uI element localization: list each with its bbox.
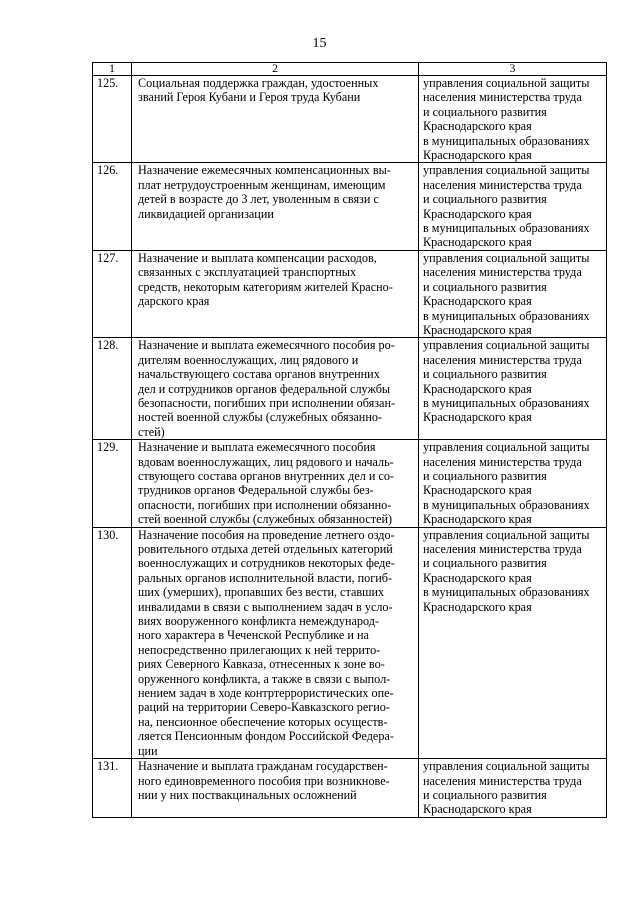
responsible-org-line: управления социальной защиты — [423, 76, 590, 90]
service-name-line: Назначение и выплата компенсации расходов, — [138, 250, 377, 265]
responsible-org-line: управления социальной защиты — [423, 338, 590, 353]
service-name-line: Социальная поддержка граждан, удостоенных — [138, 76, 379, 90]
row-number: 126. — [93, 163, 132, 250]
responsible-org-line: и социального развития — [423, 367, 547, 382]
service-name-line: ших (умерших), пропавших без вести, ставших — [138, 585, 385, 600]
service-name-line: стей) — [138, 424, 165, 439]
service-name-cell — [132, 440, 419, 527]
service-name-line: детей в возрасте до 3 лет, уволенным в связи с — [138, 192, 379, 207]
responsible-org-line: Краснодарского края — [423, 206, 532, 221]
service-name-line: связанных с эксплуатацией транспортных — [138, 265, 357, 280]
responsible-org-line: населения министерства труда — [423, 90, 582, 105]
table-row — [93, 759, 607, 818]
table-row — [93, 440, 607, 527]
responsible-org-line: в муниципальных образованиях — [423, 221, 590, 236]
responsible-org-line: управления социальной защиты — [423, 759, 590, 774]
row-number: 128. — [93, 338, 132, 440]
responsible-org-line: и социального развития — [423, 104, 547, 119]
responsible-org-cell — [419, 759, 607, 818]
responsible-org-line: Краснодарского края — [423, 119, 532, 134]
responsible-org-line: и социального развития — [423, 468, 547, 483]
responsible-org-line: в муниципальных образованиях — [423, 133, 590, 148]
responsible-org-line: населения министерства труда — [423, 773, 582, 788]
service-name-line: дарского края — [138, 294, 210, 309]
service-name-line: ровительного отдыха детей отдельных категорий — [138, 542, 393, 556]
service-name-line: опасности, погибших при исполнении обязанно- — [138, 497, 392, 512]
service-name-line: безопасности, погибших при исполнении обязан- — [138, 395, 396, 410]
responsible-org-line: Краснодарского края — [423, 381, 532, 396]
responsible-org-line: в муниципальных образованиях — [423, 497, 590, 512]
service-name-line: инвалидами в связи с выполнением задач в усло- — [138, 599, 393, 614]
responsible-org-line: и социального развития — [423, 787, 547, 802]
service-name-line: дителям военнослужащих, лиц рядового и — [138, 352, 359, 367]
responsible-org-line: Краснодарского края — [423, 483, 532, 498]
table-row — [93, 250, 607, 337]
service-name-line: ральных органов исполнительной власти, погиб- — [138, 570, 393, 585]
service-name-line: оруженного конфликта, а также в связи с выпол- — [138, 671, 391, 686]
service-name-line: стей военной службы (служебных обязанностей) — [138, 512, 393, 527]
service-name-line: Назначение и выплата гражданам государствен- — [138, 759, 388, 774]
service-name-line: ции — [138, 743, 158, 758]
responsible-org-line: населения министерства труда — [423, 352, 582, 367]
service-name-line: средств, некоторым категориям жителей Красно- — [138, 279, 393, 294]
service-name-line: начальствующего состава органов внутренних — [138, 367, 380, 382]
responsible-org-cell — [419, 338, 607, 440]
service-name-line: военнослужащих и сотрудников некоторых феде- — [138, 556, 395, 571]
responsible-org-line: и социального развития — [423, 279, 547, 294]
service-name-line: ляется Пенсионным фондом Российской Федера- — [138, 729, 394, 744]
row-number: 129. — [93, 440, 132, 527]
responsible-org-line: в муниципальных образованиях — [423, 395, 590, 410]
responsible-org-line: Краснодарского края — [423, 512, 532, 527]
service-name-cell — [132, 759, 419, 818]
service-name-line: Назначение и выплата ежемесячного пособия — [138, 440, 376, 455]
responsible-org-cell — [419, 163, 607, 250]
responsible-org-line: и социального развития — [423, 556, 547, 571]
service-name-line: ного характера в Чеченской Республике и на — [138, 628, 369, 643]
service-name-cell — [132, 250, 419, 337]
responsible-org-cell — [419, 76, 607, 163]
responsible-org-line: Краснодарского края — [423, 599, 532, 614]
responsible-org-line: Краснодарского края — [423, 802, 532, 817]
table-row — [93, 527, 607, 759]
column-header-2: 2 — [132, 63, 419, 76]
responsible-org-line: населения министерства труда — [423, 177, 582, 192]
responsible-org-line: управления социальной защиты — [423, 440, 590, 455]
column-header-3: 3 — [419, 63, 607, 76]
service-name-line: трудников органов Федеральной службы без- — [138, 483, 374, 498]
service-name-line: плат нетрудоустроенным женщинам, имеющим — [138, 177, 386, 192]
responsible-org-line: Краснодарского края — [423, 235, 532, 250]
service-name-cell — [132, 76, 419, 163]
responsible-org-line: управления социальной защиты — [423, 527, 590, 542]
responsible-org-line: управления социальной защиты — [423, 163, 590, 178]
service-name-line: званий Героя Кубани и Героя труда Кубани — [138, 90, 361, 105]
responsible-org-cell — [419, 527, 607, 759]
service-name-cell — [132, 527, 419, 759]
service-name-line: Назначение и выплата ежемесячного пособия ро- — [138, 338, 395, 353]
column-header-1: 1 — [93, 63, 132, 76]
responsible-org-line: Краснодарского края — [423, 294, 532, 309]
service-name-line: непосредственно прилегающих к ней террито- — [138, 642, 381, 657]
responsible-org-cell — [419, 250, 607, 337]
service-name-line: нением задач в ходе контртеррористических опе- — [138, 686, 394, 701]
row-number: 125. — [93, 76, 132, 163]
table-row — [93, 163, 607, 250]
responsible-org-line: Краснодарского края — [423, 148, 532, 163]
responsible-org-line: населения министерства труда — [423, 454, 582, 469]
service-name-line: вдовам военнослужащих, лиц рядового и началь- — [138, 454, 394, 469]
service-name-line: нии у них поствакцинальных осложнений — [138, 787, 357, 802]
service-name-line: ликвидацией организации — [138, 206, 274, 221]
service-name-line: на, пенсионное обеспечение которых осуществ- — [138, 714, 388, 729]
row-number: 131. — [93, 759, 132, 818]
responsible-org-line: Краснодарского края — [423, 322, 532, 337]
row-number: 130. — [93, 527, 132, 759]
responsible-org-line: населения министерства труда — [423, 265, 582, 280]
responsible-org-line: управления социальной защиты — [423, 250, 590, 265]
table-header-row — [93, 63, 607, 76]
service-name-line: раций на территории Северо-Кавказского регио- — [138, 700, 390, 715]
table-row — [93, 338, 607, 440]
responsible-org-line: и социального развития — [423, 192, 547, 207]
service-name-line: ного единовременного пособия при возникнове- — [138, 773, 390, 788]
service-name-line: Назначение ежемесячных компенсационных вы- — [138, 163, 391, 178]
service-name-line: ствующего состава органов внутренних дел и со- — [138, 468, 394, 483]
service-name-line: виях вооруженного конфликта немеждународ- — [138, 614, 379, 629]
responsible-org-line: в муниципальных образованиях — [423, 585, 590, 600]
page-number: 15 — [312, 36, 327, 51]
service-name-cell — [132, 338, 419, 440]
responsible-org-cell — [419, 440, 607, 527]
service-name-line: дел и сотрудников органов федеральной службы — [138, 381, 391, 396]
services-table — [92, 62, 607, 818]
service-name-cell — [132, 163, 419, 250]
row-number: 127. — [93, 250, 132, 337]
responsible-org-line: Краснодарского края — [423, 570, 532, 585]
service-name-line: риях Северного Кавказа, отнесенных к зоне во- — [138, 657, 385, 672]
service-name-line: Назначение пособия на проведение летнего оздо- — [138, 527, 395, 542]
responsible-org-line: в муниципальных образованиях — [423, 308, 590, 323]
table-row — [93, 76, 607, 163]
responsible-org-line: населения министерства труда — [423, 542, 582, 556]
responsible-org-line: Краснодарского края — [423, 410, 532, 425]
service-name-line: ностей военной службы (служебных обязанно- — [138, 410, 383, 425]
